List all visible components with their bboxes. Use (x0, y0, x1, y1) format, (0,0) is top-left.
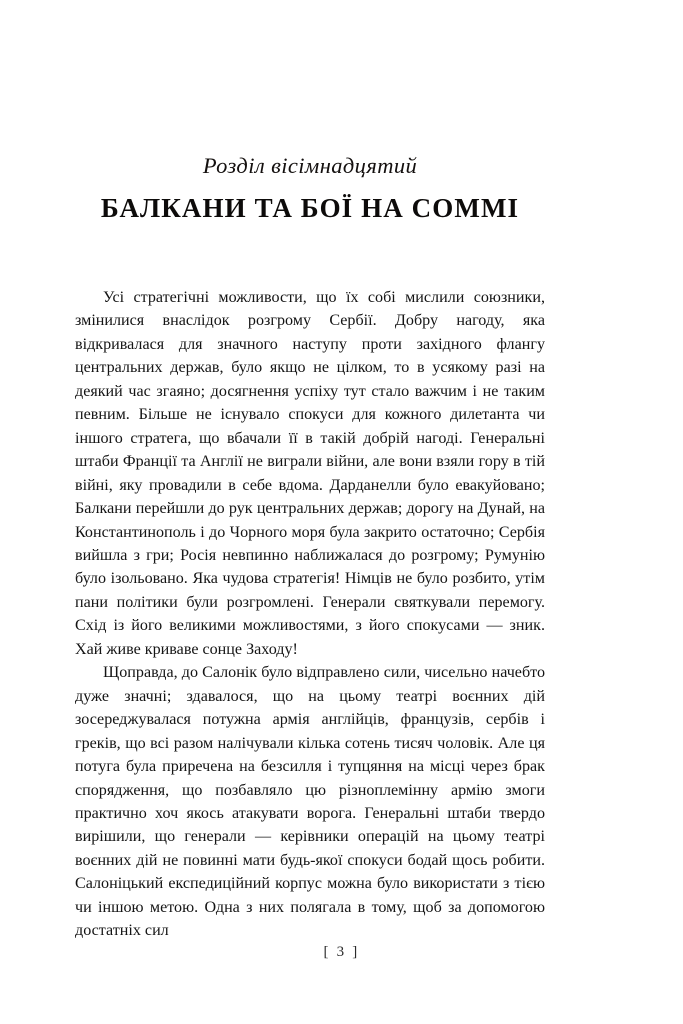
body-text (75, 286, 545, 943)
page-number: [ 3 ] (323, 944, 360, 960)
chapter-title: БАЛКАНИ ТА БОЇ НА СОММІ (100, 193, 520, 223)
paragraph: Щоправда, до Салонік було відправлено сили, чисельно начебто дуже значні; здавалося, що на цьому театрі воєнних дій зосереджувалася потужна армія англійців, французів, сербів і греків, що всі разом налічували кілька сотень тисяч чоловік. Але ця потуга була приречена на безсилля і тупцяння на місці через брак спорядження, що позбавляло цю різноплемінну армію змоги практично хоч якось атакувати ворога. Генеральні штаби твердо вирішили, що генерали — керівники операцій на цьому театрі воєнних дій не повинні мати будь-якої спокуси бодай щось робити. Салоніцький експедиційний корпус можна було використати з тією чи іншою метою. Одна з них полягала в тому, щоб за допомогою достатніх сил (75, 664, 545, 940)
chapter-number-label: Розділ вісімнадцятий (202, 153, 418, 178)
chapter-heading (75, 152, 545, 243)
paragraph: Усі стратегічні можливости, що їх собі мислили союзники, змінилися внаслідок розгрому Сербії. Добру нагоду, яка відкривалася для значного наступу проти західного флангу центральних держав, було якщо не цілком, то в усякому разі на деякий час згаяно; досягнення успіху тут стало важчим і не таким певним. Більше не існувало спокуси для кожного дилетанта чи іншого стратега, що вбачали її в такій добрій нагоді. Генеральні штаби Франції та Англії не виграли війни, але вони взяли гору в тій війні, яку провадили в себе вдома. Дарданелли було евакуйовано; Балкани перейшли до рук центральних держав; дорогу на Дунай, на Константинополь і до Чорного моря була закрито остаточно; Сербія вийшла з гри; Росія невпинно наближалася до розгрому; Румунію було ізольовано. Яка чудова стратегія! Німців не було розбито, утім пани політики були розгромлені. Генерали святкували перемогу. Схід із його великими можливостями, з його спокусами — зник. Хай живе криваве сонце Заходу! (75, 289, 545, 658)
